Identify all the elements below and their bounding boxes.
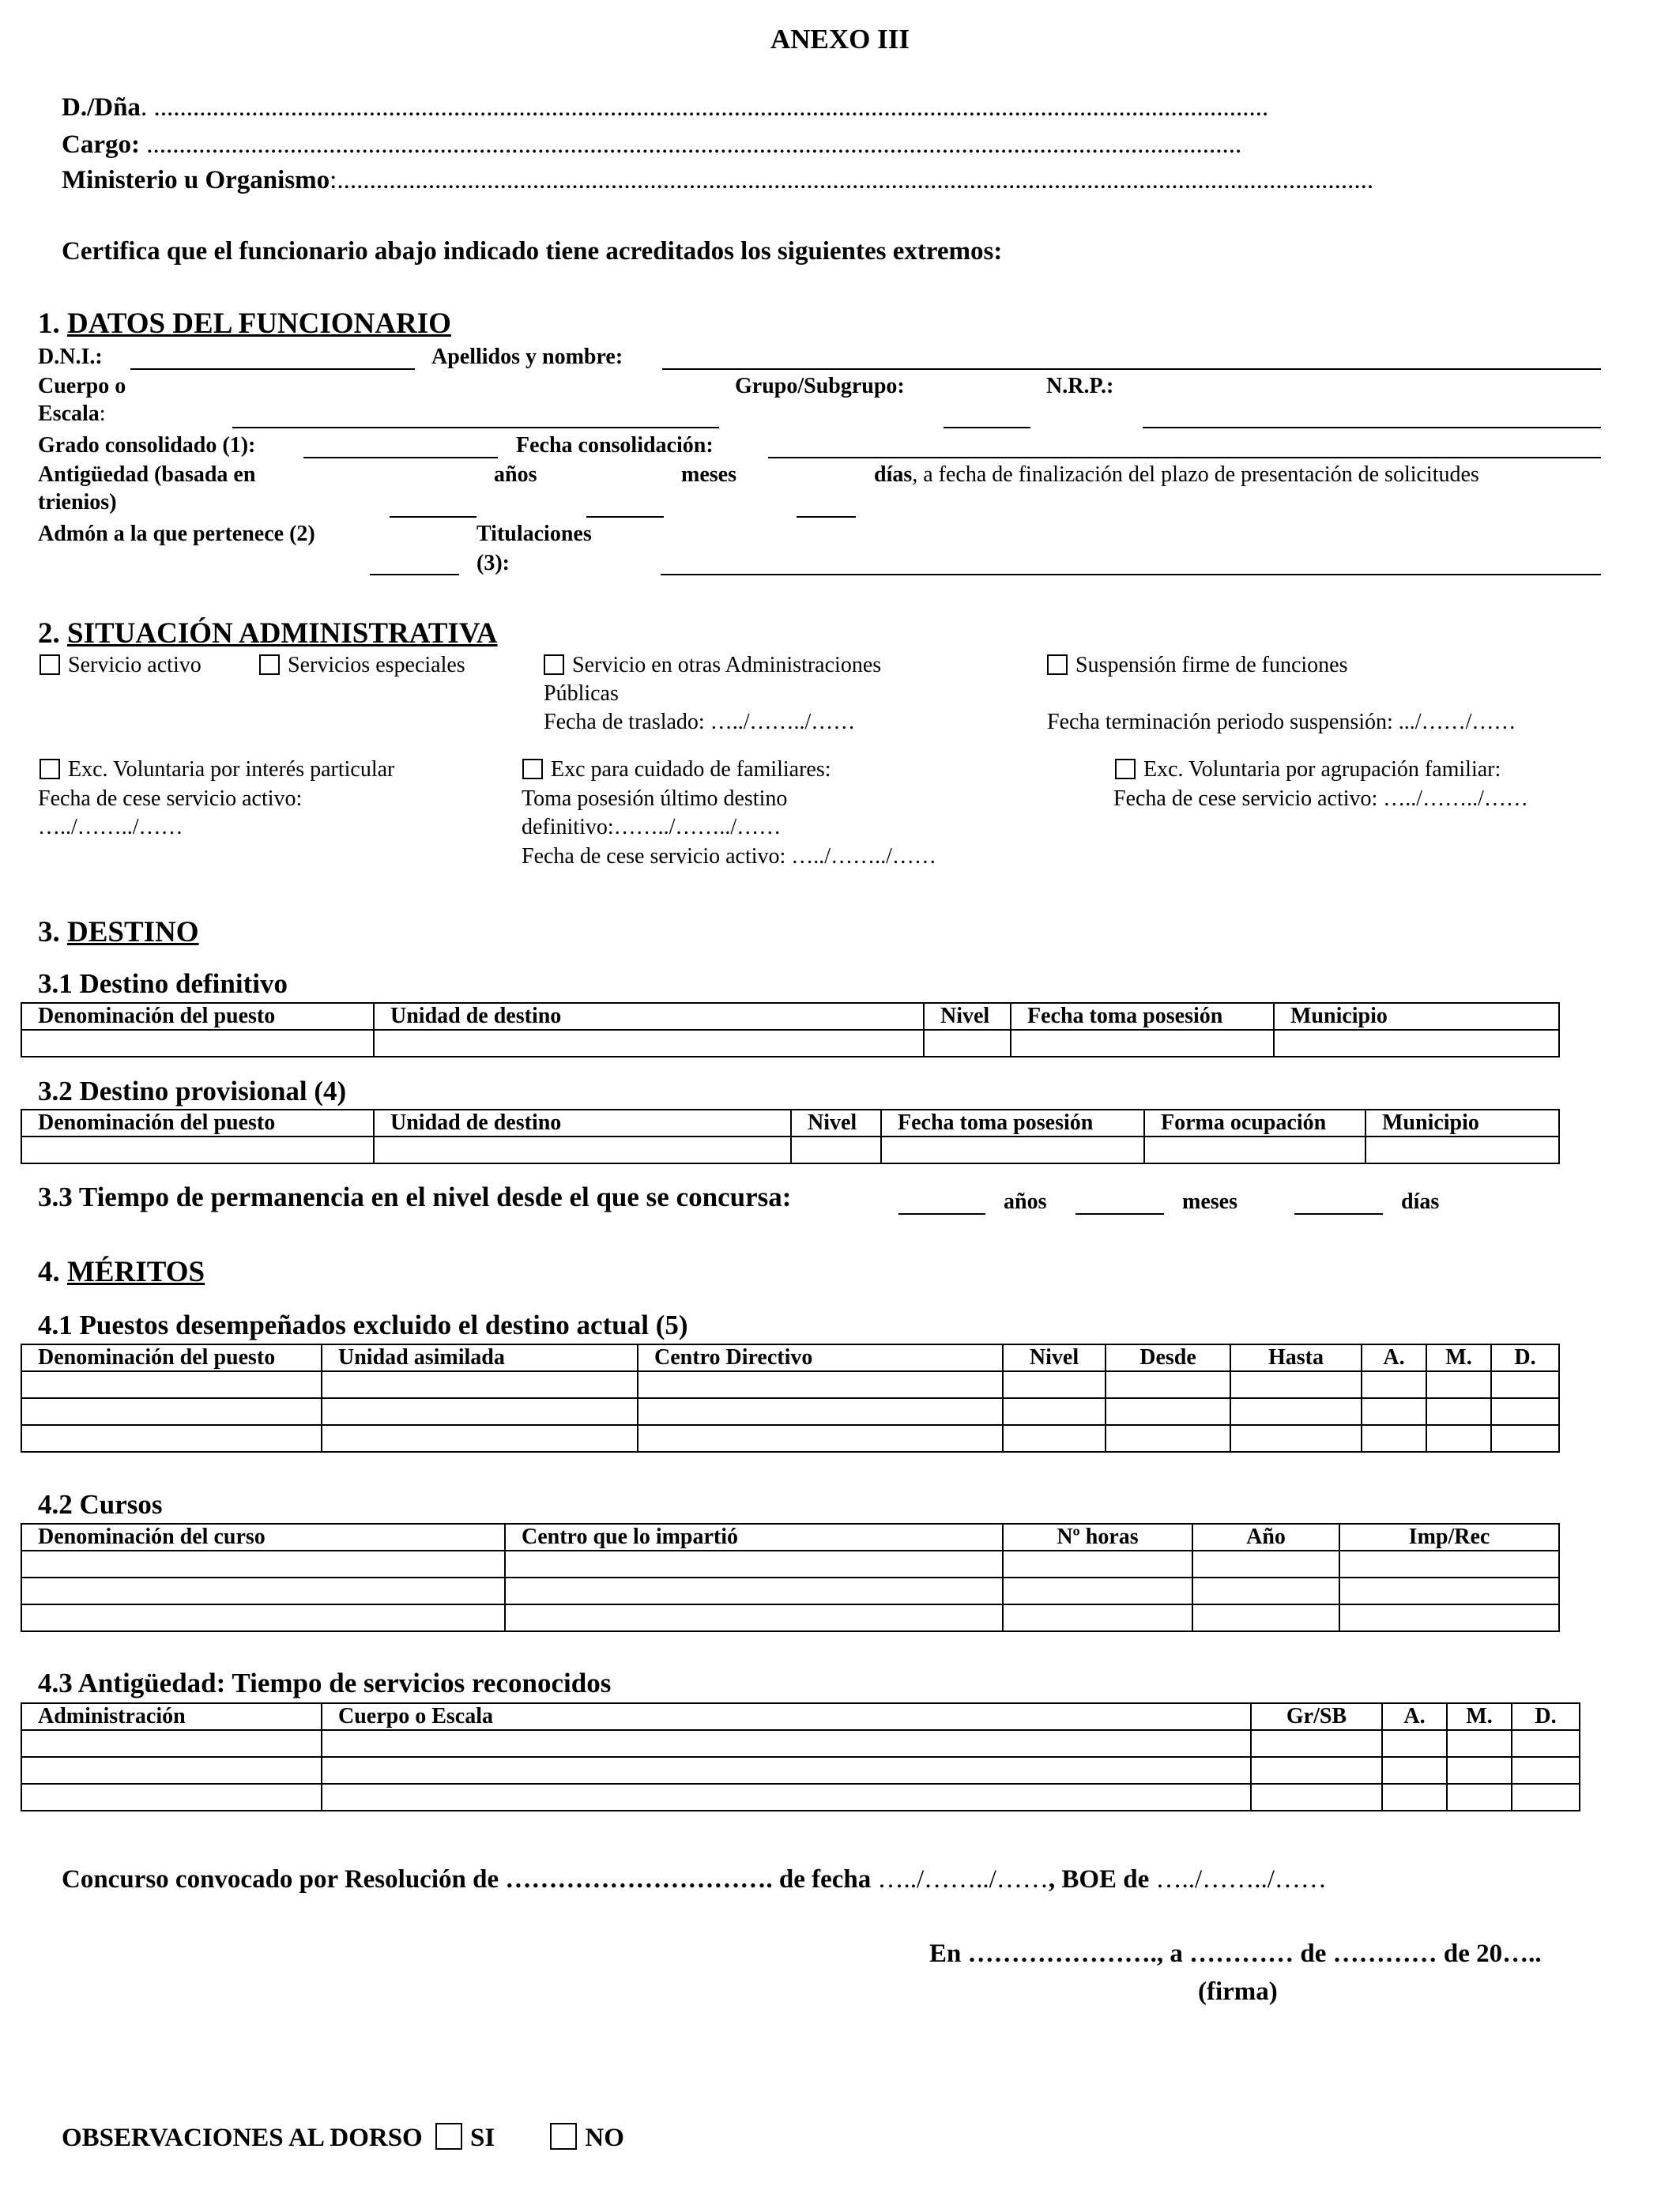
section-1-number: 1. bbox=[38, 307, 67, 340]
table-header-row bbox=[21, 1344, 1559, 1371]
section-4-number: 4. bbox=[38, 1256, 67, 1288]
antiguedad-label-b: trienios) bbox=[38, 490, 117, 515]
agrupacion-cese[interactable]: Fecha de cese servicio activo: …../……../…… bbox=[1113, 786, 1528, 811]
table-cell[interactable] bbox=[322, 1757, 1251, 1784]
table-cell[interactable] bbox=[1192, 1578, 1339, 1604]
admon-label: Admón a la que pertenece (2) bbox=[38, 522, 315, 546]
exc-agrupacion-label: Exc. Voluntaria por agrupación familiar: bbox=[1143, 757, 1501, 782]
dona-label: D./Dña bbox=[62, 93, 141, 122]
fecha-traslado[interactable]: Fecha de traslado: …../……../…… bbox=[544, 710, 856, 734]
lugar-fecha-line[interactable]: En …………………., a ………… de ………… de 20….. bbox=[929, 1940, 1542, 1968]
servicios-especiales-checkbox[interactable] bbox=[259, 654, 280, 675]
table-cell[interactable] bbox=[322, 1730, 1251, 1757]
suspension-label: Suspensión firme de funciones bbox=[1075, 653, 1348, 677]
antiguedad-dias-label: días bbox=[874, 462, 913, 487]
column-header: Nivel bbox=[924, 1003, 1011, 1030]
concurso-boe-label: , BOE de bbox=[1048, 1865, 1156, 1894]
fecha-consolidacion-label: Fecha consolidación: bbox=[516, 433, 714, 458]
table-cell[interactable] bbox=[1003, 1425, 1106, 1452]
table-cell[interactable] bbox=[1339, 1551, 1559, 1578]
table-cell[interactable] bbox=[1491, 1425, 1559, 1452]
column-header: Municipio bbox=[1274, 1003, 1559, 1030]
cuerpo-label-a: Cuerpo o bbox=[38, 374, 126, 398]
titulaciones-field[interactable] bbox=[661, 574, 1601, 575]
table-cell[interactable] bbox=[1365, 1137, 1559, 1163]
column-header: Administración bbox=[21, 1703, 322, 1730]
table-cell[interactable] bbox=[21, 1757, 322, 1784]
antiguedad-anos-field[interactable] bbox=[390, 516, 477, 518]
section-4-heading bbox=[38, 1255, 205, 1289]
column-header: Centro Directivo bbox=[638, 1344, 1003, 1371]
permanencia-dias-field[interactable] bbox=[1294, 1213, 1383, 1215]
table-row bbox=[21, 1730, 1580, 1757]
section-3-title: DESTINO bbox=[67, 916, 199, 948]
cuidado-toma-b[interactable]: definitivo:……../……../…… bbox=[522, 815, 782, 839]
column-header: M. bbox=[1426, 1344, 1491, 1371]
ministerio-label: Ministerio u Organismo bbox=[62, 166, 330, 194]
exc-interes-cese-label: Fecha de cese servicio activo: bbox=[38, 786, 303, 811]
table-row bbox=[21, 1137, 1559, 1163]
table-cell[interactable] bbox=[1447, 1784, 1512, 1811]
ministerio-dots[interactable]: :............................................................................................................................................................... bbox=[330, 166, 1374, 194]
table-cell[interactable] bbox=[21, 1784, 322, 1811]
table-cell[interactable] bbox=[1003, 1371, 1106, 1398]
table-cell[interactable] bbox=[1491, 1371, 1559, 1398]
table-header-row bbox=[21, 1524, 1559, 1551]
observaciones-si-checkbox[interactable] bbox=[435, 2123, 462, 2150]
table-cell[interactable] bbox=[322, 1425, 638, 1452]
table-cell[interactable] bbox=[21, 1551, 505, 1578]
column-header: Desde bbox=[1106, 1344, 1230, 1371]
table-cell[interactable] bbox=[1003, 1398, 1106, 1425]
table-row bbox=[21, 1784, 1580, 1811]
certifica-text: Certifica que el funcionario abajo indicado tiene acreditados los siguientes extremos: bbox=[62, 237, 1003, 266]
servicio-activo-checkbox[interactable] bbox=[40, 654, 60, 675]
cuidado-toma-a: Toma posesión último destino bbox=[522, 786, 788, 811]
column-header: Nº horas bbox=[1003, 1524, 1192, 1551]
column-header: Unidad de destino bbox=[374, 1110, 791, 1137]
otras-administraciones-label-b: Públicas bbox=[544, 681, 619, 706]
table-cell[interactable] bbox=[638, 1398, 1003, 1425]
otras-administraciones-checkbox[interactable] bbox=[544, 654, 564, 675]
concurso-text: Concurso convocado por Resolución de …………………………. de fecha bbox=[62, 1865, 878, 1894]
titulaciones-label-b: (3): bbox=[477, 551, 510, 575]
section-3-number: 3. bbox=[38, 916, 67, 948]
fecha-suspension[interactable]: Fecha terminación periodo suspensión: .../……/…… bbox=[1047, 710, 1516, 734]
table-cell[interactable] bbox=[1382, 1730, 1447, 1757]
table-cell[interactable] bbox=[791, 1137, 881, 1163]
table-cell[interactable] bbox=[638, 1371, 1003, 1398]
antiguedad-dias-text bbox=[874, 462, 1479, 488]
observaciones-line bbox=[62, 2123, 624, 2153]
destino-definitivo-heading: 3.1 Destino definitivo bbox=[38, 968, 288, 999]
cargo-line bbox=[62, 130, 1241, 160]
exc-interes-option[interactable] bbox=[40, 757, 394, 782]
table-cell[interactable] bbox=[1003, 1551, 1192, 1578]
cursos-heading: 4.2 Cursos bbox=[38, 1489, 163, 1520]
titulaciones-label-a: Titulaciones bbox=[477, 522, 592, 546]
otras-administraciones-option[interactable] bbox=[544, 653, 881, 678]
section-3-heading bbox=[38, 915, 199, 949]
table-cell[interactable] bbox=[924, 1030, 1011, 1057]
permanencia-meses-label: meses bbox=[1182, 1189, 1237, 1214]
table-cell[interactable] bbox=[1106, 1398, 1230, 1425]
table-cell[interactable] bbox=[1251, 1784, 1382, 1811]
table-cell[interactable] bbox=[881, 1137, 1144, 1163]
ministerio-line bbox=[62, 166, 1373, 195]
destino-provisional-heading: 3.2 Destino provisional (4) bbox=[38, 1076, 347, 1106]
antiguedad-anos-label: años bbox=[494, 462, 537, 487]
column-header: Unidad de destino bbox=[374, 1003, 924, 1030]
permanencia-anos-field[interactable] bbox=[898, 1213, 985, 1215]
concurso-boe-fecha[interactable]: …../……../…… bbox=[1155, 1865, 1327, 1894]
observaciones-si-label: SI bbox=[469, 2124, 495, 2152]
firma-label: (firma) bbox=[1198, 1977, 1278, 2006]
table-cell[interactable] bbox=[1274, 1030, 1559, 1057]
column-header: A. bbox=[1382, 1703, 1447, 1730]
cuerpo-label-word: Escala bbox=[38, 401, 100, 426]
table-cell[interactable] bbox=[21, 1137, 374, 1163]
table-cell[interactable] bbox=[1512, 1784, 1580, 1811]
table-cell[interactable] bbox=[1426, 1398, 1491, 1425]
servicio-activo-option[interactable] bbox=[40, 653, 202, 678]
permanencia-anos-label: años bbox=[1004, 1189, 1047, 1214]
exc-cuidado-option[interactable] bbox=[522, 757, 831, 782]
table-cell[interactable] bbox=[21, 1425, 322, 1452]
table-cell[interactable] bbox=[505, 1578, 1003, 1604]
dni-label: D.N.I.: bbox=[38, 345, 103, 369]
column-header: Unidad asimilada bbox=[322, 1344, 638, 1371]
permanencia-dias-label: días bbox=[1401, 1189, 1440, 1214]
table-row bbox=[21, 1030, 1559, 1057]
column-header: Denominación del puesto bbox=[21, 1110, 374, 1137]
observaciones-no-checkbox[interactable] bbox=[550, 2123, 577, 2150]
servicio-activo-label: Servicio activo bbox=[68, 653, 202, 677]
grupo-label: Grupo/Subgrupo: bbox=[735, 374, 905, 398]
column-header: Gr/SB bbox=[1251, 1703, 1382, 1730]
table-cell[interactable] bbox=[322, 1371, 638, 1398]
table-cell[interactable] bbox=[1491, 1398, 1559, 1425]
table-header-row bbox=[21, 1703, 1580, 1730]
dona-line bbox=[62, 93, 1268, 123]
suspension-option[interactable] bbox=[1047, 653, 1348, 678]
section-2-heading bbox=[38, 616, 498, 650]
observaciones-no-label: NO bbox=[585, 2124, 624, 2152]
cuerpo-field[interactable] bbox=[232, 427, 719, 428]
table-cell[interactable] bbox=[374, 1030, 924, 1057]
nrp-field[interactable] bbox=[1143, 427, 1601, 428]
exc-interes-checkbox[interactable] bbox=[40, 759, 60, 779]
table-cell[interactable] bbox=[505, 1604, 1003, 1631]
puestos-table bbox=[21, 1344, 1560, 1453]
table-row bbox=[21, 1551, 1559, 1578]
section-1-title: DATOS DEL FUNCIONARIO bbox=[67, 307, 451, 340]
table-cell[interactable] bbox=[1192, 1551, 1339, 1578]
table-header-row bbox=[21, 1110, 1559, 1137]
table-row bbox=[21, 1757, 1580, 1784]
antiguedad-table bbox=[21, 1702, 1580, 1811]
column-header: Fecha toma posesión bbox=[881, 1110, 1144, 1137]
section-1-heading bbox=[38, 307, 451, 341]
table-cell[interactable] bbox=[1362, 1425, 1426, 1452]
table-cell[interactable] bbox=[1251, 1730, 1382, 1757]
table-cell[interactable] bbox=[21, 1604, 505, 1631]
table-cell[interactable] bbox=[21, 1730, 322, 1757]
column-header: Denominación del curso bbox=[21, 1524, 505, 1551]
table-cell[interactable] bbox=[1011, 1030, 1274, 1057]
concurso-line bbox=[62, 1865, 1327, 1894]
column-header: Denominación del puesto bbox=[21, 1003, 374, 1030]
table-row bbox=[21, 1371, 1559, 1398]
destino-definitivo-table bbox=[21, 1002, 1560, 1057]
suspension-checkbox[interactable] bbox=[1047, 654, 1068, 675]
section-2-title: SITUACIÓN ADMINISTRATIVA bbox=[67, 617, 498, 650]
column-header: Denominación del puesto bbox=[21, 1344, 322, 1371]
antiguedad-heading: 4.3 Antigüedad: Tiempo de servicios reconocidos bbox=[38, 1668, 612, 1698]
cargo-dots[interactable]: ........................................................................................................................................................................ bbox=[139, 130, 1242, 159]
permanencia-meses-field[interactable] bbox=[1075, 1213, 1164, 1215]
table-row bbox=[21, 1578, 1559, 1604]
nrp-label: N.R.P.: bbox=[1046, 374, 1114, 398]
permanencia-heading: 3.3 Tiempo de permanencia en el nivel desde el que se concursa: bbox=[38, 1182, 792, 1212]
column-header: Cuerpo o Escala bbox=[322, 1703, 1251, 1730]
column-header: Municipio bbox=[1365, 1110, 1559, 1137]
table-cell[interactable] bbox=[1230, 1398, 1362, 1425]
otras-administraciones-label: Servicio en otras Administraciones bbox=[572, 653, 882, 677]
grupo-field[interactable] bbox=[944, 427, 1030, 428]
table-row bbox=[21, 1425, 1559, 1452]
column-header: D. bbox=[1491, 1344, 1559, 1371]
column-header: Año bbox=[1192, 1524, 1339, 1551]
column-header: Fecha toma posesión bbox=[1011, 1003, 1274, 1030]
table-cell[interactable] bbox=[1426, 1371, 1491, 1398]
servicios-especiales-option[interactable] bbox=[259, 653, 465, 678]
table-cell[interactable] bbox=[1251, 1757, 1382, 1784]
table-row bbox=[21, 1604, 1559, 1631]
table-cell[interactable] bbox=[1230, 1371, 1362, 1398]
table-cell[interactable] bbox=[1144, 1137, 1365, 1163]
table-cell[interactable] bbox=[1512, 1757, 1580, 1784]
column-header: Nivel bbox=[1003, 1344, 1106, 1371]
exc-cuidado-label: Exc para cuidado de familiares: bbox=[551, 757, 831, 782]
dni-field[interactable] bbox=[130, 368, 415, 370]
antiguedad-meses-field[interactable] bbox=[586, 516, 664, 518]
table-cell[interactable] bbox=[322, 1784, 1251, 1811]
table-header-row bbox=[21, 1003, 1559, 1030]
table-cell[interactable] bbox=[1106, 1425, 1230, 1452]
cuerpo-label-colon: : bbox=[99, 401, 106, 426]
table-cell[interactable] bbox=[1106, 1371, 1230, 1398]
table-cell[interactable] bbox=[1003, 1604, 1192, 1631]
table-cell[interactable] bbox=[1362, 1371, 1426, 1398]
grado-field[interactable] bbox=[303, 457, 498, 458]
section-2-number: 2. bbox=[38, 617, 67, 650]
antiguedad-dias-rest: , a fecha de finalización del plazo de presentación de solicitudes bbox=[912, 462, 1479, 487]
column-header: Imp/Rec bbox=[1339, 1524, 1559, 1551]
exc-cuidado-checkbox[interactable] bbox=[522, 759, 543, 779]
column-header: A. bbox=[1362, 1344, 1426, 1371]
apellidos-label: Apellidos y nombre: bbox=[431, 345, 623, 369]
destino-provisional-table bbox=[21, 1109, 1560, 1164]
exc-agrupacion-checkbox[interactable] bbox=[1115, 759, 1136, 779]
exc-agrupacion-option[interactable] bbox=[1115, 757, 1501, 782]
column-header: M. bbox=[1447, 1703, 1512, 1730]
table-cell[interactable] bbox=[1339, 1604, 1559, 1631]
cargo-label: Cargo: bbox=[62, 130, 140, 159]
page-title: ANEXO III bbox=[770, 24, 910, 55]
table-cell[interactable] bbox=[1230, 1425, 1362, 1452]
column-header: Forma ocupación bbox=[1144, 1110, 1365, 1137]
exc-interes-label: Exc. Voluntaria por interés particular bbox=[68, 757, 395, 782]
servicios-especiales-label: Servicios especiales bbox=[288, 653, 465, 677]
table-cell[interactable] bbox=[1512, 1730, 1580, 1757]
table-cell[interactable] bbox=[322, 1398, 638, 1425]
cuerpo-label-b bbox=[38, 401, 106, 427]
table-cell[interactable] bbox=[1382, 1784, 1447, 1811]
column-header: Nivel bbox=[791, 1110, 881, 1137]
column-header: Centro que lo impartió bbox=[505, 1524, 1003, 1551]
table-cell[interactable] bbox=[1426, 1425, 1491, 1452]
table-cell[interactable] bbox=[374, 1137, 791, 1163]
column-header: D. bbox=[1512, 1703, 1580, 1730]
table-cell[interactable] bbox=[21, 1398, 322, 1425]
concurso-fecha[interactable]: …../……../…… bbox=[877, 1865, 1049, 1894]
column-header: Hasta bbox=[1230, 1344, 1362, 1371]
table-cell[interactable] bbox=[21, 1371, 322, 1398]
fecha-consolidacion-field[interactable] bbox=[768, 457, 1601, 458]
exc-interes-cese-date[interactable]: …../……../…… bbox=[38, 815, 183, 839]
cursos-table bbox=[21, 1523, 1560, 1632]
cuidado-cese[interactable]: Fecha de cese servicio activo: …../……../…… bbox=[522, 844, 936, 869]
antiguedad-dias-field[interactable] bbox=[797, 516, 856, 518]
section-4-title: MÉRITOS bbox=[67, 1256, 205, 1288]
table-cell[interactable] bbox=[21, 1030, 374, 1057]
table-cell[interactable] bbox=[1447, 1730, 1512, 1757]
table-cell[interactable] bbox=[1192, 1604, 1339, 1631]
table-cell[interactable] bbox=[1382, 1757, 1447, 1784]
antiguedad-label-a: Antigüedad (basada en bbox=[38, 462, 256, 487]
dona-dots[interactable]: . ........................................................................................................................................................................... bbox=[140, 93, 1269, 122]
table-cell[interactable] bbox=[505, 1551, 1003, 1578]
grado-label: Grado consolidado (1): bbox=[38, 433, 256, 458]
antiguedad-meses-label: meses bbox=[681, 462, 736, 487]
table-cell[interactable] bbox=[21, 1578, 505, 1604]
table-cell[interactable] bbox=[1362, 1398, 1426, 1425]
apellidos-field[interactable] bbox=[662, 368, 1601, 370]
observaciones-label: OBSERVACIONES AL DORSO bbox=[62, 2124, 423, 2152]
table-cell[interactable] bbox=[638, 1425, 1003, 1452]
admon-field[interactable] bbox=[370, 574, 459, 575]
table-cell[interactable] bbox=[1003, 1578, 1192, 1604]
table-cell[interactable] bbox=[1339, 1578, 1559, 1604]
table-cell[interactable] bbox=[1447, 1757, 1512, 1784]
puestos-heading: 4.1 Puestos desempeñados excluido el destino actual (5) bbox=[38, 1310, 688, 1340]
table-row bbox=[21, 1398, 1559, 1425]
